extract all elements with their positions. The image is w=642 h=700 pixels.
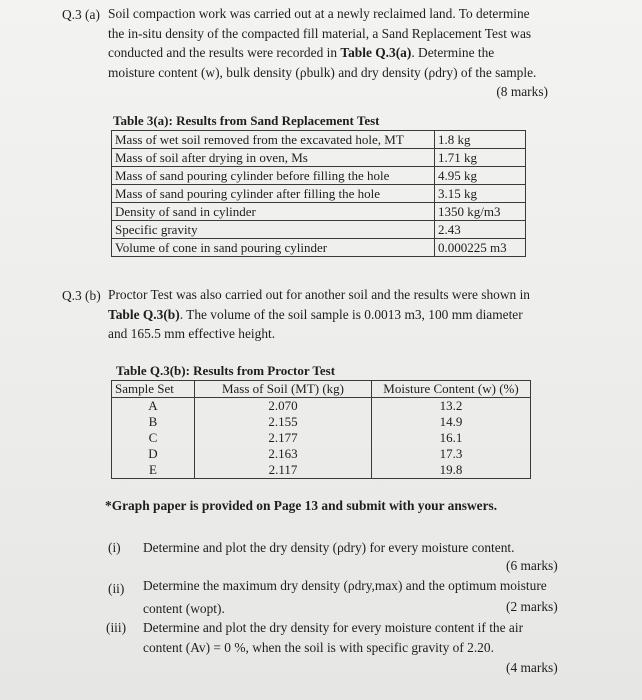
- subq-i-marks: (6 marks): [506, 558, 558, 573]
- table-a-caption: Table 3(a): Results from Sand Replacement Test: [113, 113, 380, 128]
- table-a-row: [112, 239, 526, 257]
- q3a-line3: conducted and the results were recorded in Table Q.3(a). Determine the: [108, 45, 495, 60]
- table-a-row: [112, 221, 526, 239]
- table-b-caption: Table Q.3(b): Results from Proctor Test: [116, 363, 336, 378]
- table-b-row: [112, 462, 531, 479]
- subq-ii-text2: content (wopt).: [143, 601, 225, 616]
- table-a-label: Density of sand in cylinder: [112, 203, 435, 221]
- table-b-cell-mass: 2.117: [195, 462, 372, 479]
- table-a-value: 4.95 kg: [435, 167, 526, 185]
- table-b-cell-mass: 2.163: [195, 446, 372, 462]
- table-b-header: Sample Set: [112, 381, 195, 398]
- table-a-label: Volume of cone in sand pouring cylinder: [112, 239, 435, 257]
- table-b-cell-moisture: 16.1: [372, 430, 531, 446]
- table-b-cell-set: E: [112, 462, 195, 479]
- table-b-row: [112, 398, 531, 415]
- table-a-label: Mass of sand pouring cylinder after filling the hole: [112, 185, 435, 203]
- table-b-header: Moisture Content (w) (%): [372, 381, 531, 398]
- table-b-cell-moisture: 19.8: [372, 462, 531, 479]
- q3a-line2: the in-situ density of the compacted fill material, a Sand Replacement Test was: [108, 25, 532, 41]
- q3a-line4: moisture content (w), bulk density (ρbulk) and dry density (ρdry) of the sample.: [108, 64, 537, 80]
- table-a-value: 0.000225 m3: [435, 239, 526, 257]
- table-b-row: [112, 430, 531, 446]
- subq-i-text: Determine and plot the dry density (ρdry) for every moisture content.: [143, 540, 515, 555]
- table-a-value: 1.71 kg: [435, 149, 526, 167]
- table-a: [111, 130, 526, 257]
- table-b-row: [112, 414, 531, 430]
- subq-iii-num: (iii): [106, 620, 127, 635]
- q3a-marks: (8 marks): [496, 84, 548, 99]
- q3a-number: Q.3 (a): [62, 7, 100, 22]
- table-a-value: 1350 kg/m3: [435, 203, 526, 221]
- subq-i-num: (i): [108, 540, 121, 555]
- table-a-label: Mass of sand pouring cylinder before filling the hole: [112, 167, 435, 185]
- subq-ii-num: (ii): [108, 581, 125, 596]
- subq-iii-text2: content (Av) = 0 %, when the soil is with specific gravity of 2.20.: [143, 640, 494, 655]
- q3b-line3: and 165.5 mm effective height.: [108, 326, 276, 341]
- subq-ii-text1: Determine the maximum dry density (ρdry,max) and the optimum moisture: [143, 578, 547, 593]
- table-b-cell-moisture: 13.2: [372, 398, 531, 415]
- table-a-value: 2.43: [435, 221, 526, 239]
- table-a-label: Mass of wet soil removed from the excavated hole, MT: [112, 131, 435, 149]
- table-a-value: 3.15 kg: [435, 185, 526, 203]
- table-a-value: 1.8 kg: [435, 131, 526, 149]
- table-b-header: Mass of Soil (MT) (kg): [195, 381, 372, 398]
- q3b-number: Q.3 (b): [62, 288, 101, 303]
- table-a-row: [112, 149, 526, 167]
- table-b-cell-moisture: 17.3: [372, 446, 531, 462]
- table-b-header-row: [112, 381, 531, 398]
- table-b-cell-set: D: [112, 446, 195, 462]
- table-b-row: [112, 446, 531, 462]
- table-b-cell-set: B: [112, 414, 195, 430]
- table-b-cell-set: C: [112, 430, 195, 446]
- table-b-cell-moisture: 14.9: [372, 414, 531, 430]
- table-a-label: Specific gravity: [112, 221, 435, 239]
- subq-iii-text1: Determine and plot the dry density for every moisture content if the air: [143, 620, 524, 635]
- table-b-cell-set: A: [112, 398, 195, 415]
- q3a-line1: Soil compaction work was carried out at a newly reclaimed land. To determine: [108, 6, 530, 21]
- table-a-row: [112, 131, 526, 149]
- subq-iii-marks: (4 marks): [506, 660, 558, 675]
- q3a-text: [108, 4, 548, 102]
- q3b-text: [108, 285, 558, 344]
- subq-ii-marks: (2 marks): [506, 599, 558, 614]
- table-a-label: Mass of soil after drying in oven, Ms: [112, 149, 435, 167]
- table-b: [111, 380, 531, 479]
- q3b-line1: Proctor Test was also carried out for another soil and the results were shown in: [108, 287, 531, 302]
- table-a-row: [112, 167, 526, 185]
- q3b-line2: Table Q.3(b). The volume of the soil sample is 0.0013 m3, 100 mm diameter: [108, 306, 523, 322]
- table-a-row: [112, 185, 526, 203]
- table-a-row: [112, 203, 526, 221]
- graph-paper-note: *Graph paper is provided on Page 13 and submit with your answers.: [105, 498, 498, 513]
- table-b-cell-mass: 2.070: [195, 398, 372, 415]
- table-b-cell-mass: 2.155: [195, 414, 372, 430]
- table-b-cell-mass: 2.177: [195, 430, 372, 446]
